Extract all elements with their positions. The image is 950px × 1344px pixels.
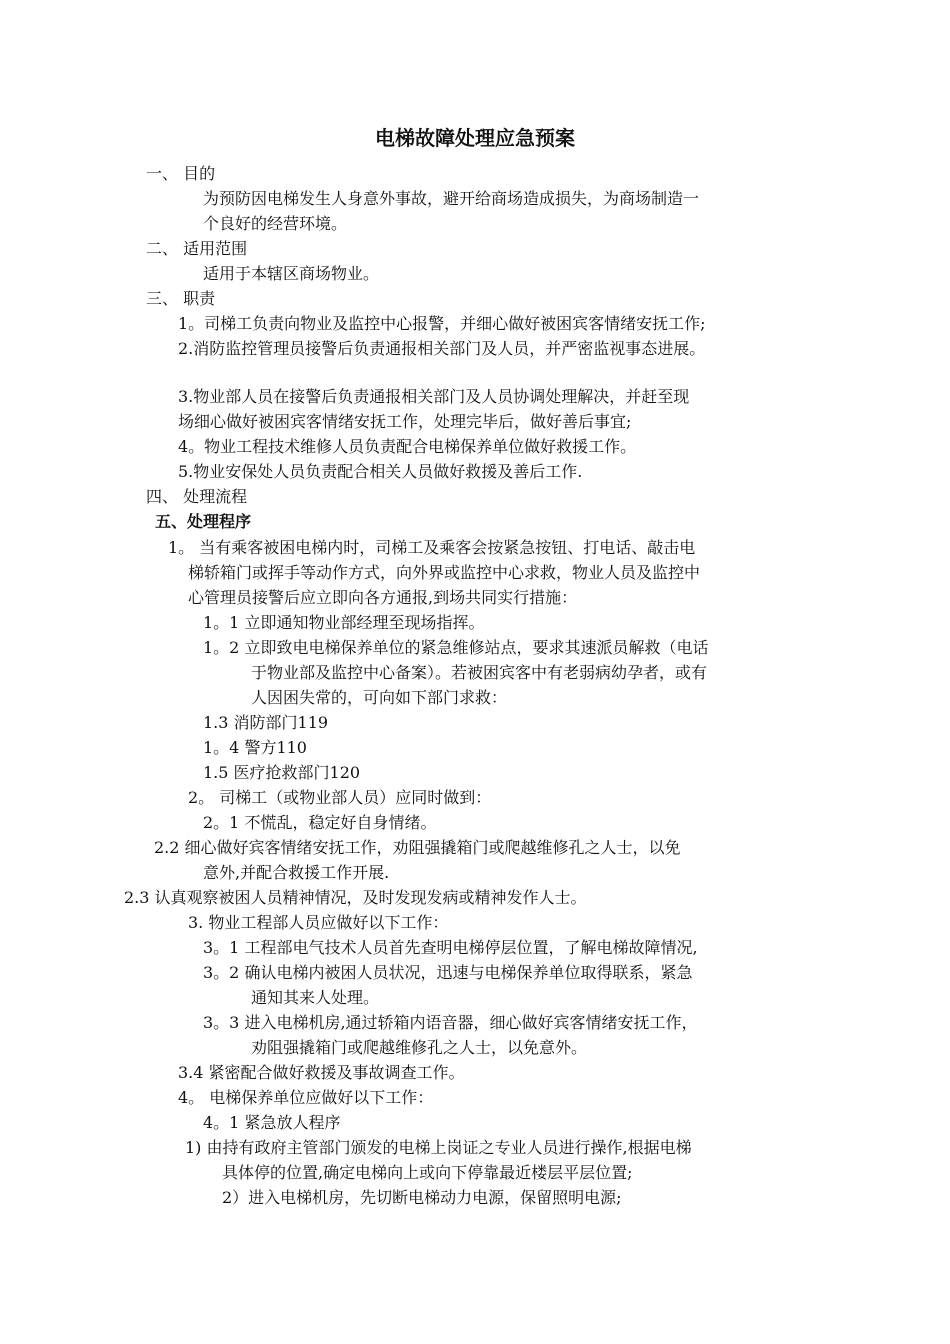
list-item-continuation: 通知其来人处理。 [251, 988, 380, 1007]
list-item: 3. 物业工程部人员应做好以下工作： [188, 913, 449, 932]
list-item: 1) 由持有政府主管部门颁发的电梯上岗证之专业人员进行操作,根据电梯 [185, 1138, 692, 1157]
list-item: 2.2 细心做好宾客情绪安抚工作，劝阻强撬箱门或爬越维修孔之人士，以免 [154, 838, 681, 857]
section-heading-flow: 四、 处理流程 [146, 487, 248, 506]
list-item: 5.物业安保处人员负责配合相关人员做好救援及善后工作. [178, 462, 583, 481]
list-item-continuation: 梯轿箱门或挥手等动作方式，向外界或监控中心求救，物业人员及监控中 [188, 563, 701, 582]
section-heading-duties: 三、 职责 [146, 289, 216, 308]
list-item: 3.物业部人员在接警后负责通报相关部门及人员协调处理解决，并赶至现 [178, 387, 690, 406]
list-item: 1。4 警方110 [203, 738, 307, 757]
paragraph-line: 个良好的经营环境。 [203, 214, 348, 233]
list-item: 4。 电梯保养单位应做好以下工作： [178, 1088, 434, 1107]
list-item: 1。司梯工负责向物业及监控中心报警，并细心做好被困宾客情绪安抚工作; [178, 314, 706, 333]
section-heading-purpose: 一、 目的 [146, 164, 216, 183]
list-item: 2。1 不慌乱，稳定好自身情绪。 [203, 813, 437, 832]
list-item: 3。2 确认电梯内被困人员状况，迅速与电梯保养单位取得联系，紧急 [203, 963, 693, 982]
list-item: 1.5 医疗抢救部门120 [203, 763, 361, 782]
list-item: 1。2 立即致电电梯保养单位的紧急维修站点，要求其速派员解救（电话 [203, 638, 709, 657]
list-item: 3。1 工程部电气技术人员首先查明电梯停层位置，了解电梯故障情况, [203, 938, 698, 957]
list-item: 2。 司梯工（或物业部人员）应同时做到： [188, 788, 492, 807]
paragraph-line: 为预防因电梯发生人身意外事故，避开给商场造成损失，为商场制造一 [203, 189, 700, 208]
list-item: 4。1 紧急放人程序 [203, 1113, 341, 1132]
list-item-continuation: 劝阻强撬箱门或爬越维修孔之人士，以免意外。 [251, 1038, 588, 1057]
list-item-continuation: 心管理员接警后应立即向各方通报,到场共同实行措施： [188, 588, 578, 607]
list-item: 2.消防监控管理员接警后负责通报相关部门及人员，并严密监视事态进展。 [178, 339, 706, 358]
list-item-continuation: 人因困失常的，可向如下部门求救： [251, 688, 508, 707]
section-heading-scope: 二、 适用范围 [146, 239, 248, 258]
list-item-continuation: 于物业部及监控中心备案）。若被困宾客中有老弱病幼孕者，或有 [251, 663, 708, 682]
list-item: 1。 当有乘客被困电梯内时，司梯工及乘客会按紧急按钮、打电话、敲击电 [168, 538, 696, 557]
paragraph-line: 适用于本辖区商场物业。 [203, 264, 380, 283]
list-item: 4。物业工程技术维修人员负责配合电梯保养单位做好救援工作。 [178, 437, 637, 456]
list-item: 3.4 紧密配合做好救援及事故调查工作。 [178, 1063, 465, 1082]
list-item-continuation: 意外,并配合救援工作开展. [203, 863, 390, 882]
list-item-continuation: 场细心做好被困宾客情绪安抚工作，处理完毕后，做好善后事宜; [178, 412, 632, 431]
list-item: 2.3 认真观察被困人员精神情况，及时发现发病或精神发作人士。 [124, 888, 587, 907]
list-item: 3。3 进入电梯机房,通过轿箱内语音器，细心做好宾客情绪安抚工作， [203, 1013, 698, 1032]
list-item: 1。1 立即通知物业部经理至现场指挥。 [203, 613, 485, 632]
section-heading-procedure: 五、处理程序 [155, 512, 252, 531]
list-item-continuation: 具体停的位置,确定电梯向上或向下停靠最近楼层平层位置; [222, 1163, 633, 1182]
list-item: 1.3 消防部门119 [203, 713, 329, 732]
document-title: 电梯故障处理应急预案 [375, 126, 575, 150]
list-item: 2）进入电梯机房，先切断电梯动力电源，保留照明电源; [222, 1188, 622, 1207]
